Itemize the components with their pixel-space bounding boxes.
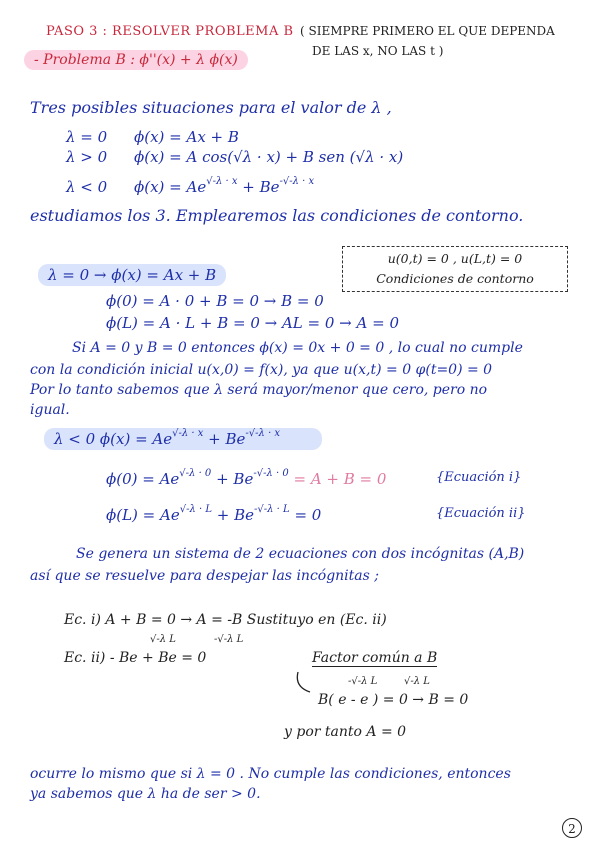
case-neg-term-a: λ < 0 ϕ(x) = Ae [54,430,173,448]
case-3-exp-b: -√-λ · x [279,176,315,187]
problem-label: - Problema B : ϕ''(x) + λ ϕ(x) [24,50,248,70]
page-number: 2 [562,818,582,838]
final-p2: ya sabemos que λ ha de ser > 0. [30,786,261,802]
case-2-cond: λ > 0 [66,148,108,166]
final-p1: ocurre lo mismo que si λ = 0 . No cumple las condiciones, entonces [30,766,511,782]
case-neg-eq2-exp-a: √-λ · L [179,504,212,515]
case-2-expr: ϕ(x) = A cos(√λ · x) + B sen (√λ · x) [134,148,404,166]
case-neg-header [44,428,322,450]
case-zero-p1: Si A = 0 y B = 0 entonces ϕ(x) = 0x + 0 = 0 , lo cual no cumple [72,340,523,356]
boundary-conditions: u(0,t) = 0 , u(L,t) = 0 [387,251,523,266]
factor-equation: B( e - e ) = 0 → B = 0 [318,692,469,708]
case-neg-term-b: + Be [208,430,246,448]
ec-ii: Ec. ii) - Be + Be = 0 [64,650,207,666]
case-1-expr: ϕ(x) = Ax + B [134,128,239,146]
case-zero-eq2: ϕ(L) = A · L + B = 0 → AL = 0 → A = 0 [106,314,399,332]
header-note-2: DE LAS x, NO LAS t ) [312,44,444,58]
case-neg-eq1 [106,470,386,488]
section-title: PASO 3 : RESOLVER PROBLEMA B [46,24,294,39]
conclusion: y por tanto A = 0 [284,724,407,740]
case-neg-exp-b: -√-λ · x [245,428,281,439]
system-p1: Se genera un sistema de 2 ecuaciones con dos incógnitas (A,B) [76,546,525,562]
study-line: estudiamos los 3. Emplearemos las condiciones de contorno. [30,206,524,225]
case-3-expr [134,178,314,196]
equation-ii-label: {Ecuación ii} [436,506,526,521]
case-3-term-a: ϕ(x) = Ae [134,178,207,196]
common-factor-label: Factor común a B [312,650,438,666]
case-neg-eq1-exp-b: -√-λ · 0 [253,468,289,479]
boundary-label: Condiciones de contorno [376,271,534,286]
intro-line: Tres posibles situaciones para el valor de λ , [30,98,392,117]
case-neg-eq1-b: + Be [216,470,254,488]
system-p2: así que se resuelve para despejar las incógnitas ; [30,568,379,584]
case-neg-eq1-exp-a: √-λ · 0 [179,468,212,479]
case-zero-p3: Por lo tanto sabemos que λ será mayor/menor que cero, pero no [30,382,488,398]
case-neg-eq2-exp-b: -√-λ · L [254,504,290,515]
factor-exp-b: √-λ L [404,676,430,687]
case-neg-eq1-a: ϕ(0) = Ae [106,470,180,488]
factor-exp-a: -√-λ L [348,676,378,687]
case-1-cond: λ = 0 [66,128,108,146]
case-neg-eq2-a: ϕ(L) = Ae [106,506,180,524]
case-neg-eq2-c: = 0 [294,506,322,524]
ec-i: Ec. i) A + B = 0 → A = -B Sustituyo en (Ec. ii) [64,612,387,628]
case-neg-eq2 [106,506,321,524]
ec-ii-exp-a: √-λ L [150,634,176,645]
equation-i-label: {Ecuación i} [436,470,522,485]
boundary-conditions-box [342,246,568,292]
case-3-term-b: + Be [242,178,280,196]
case-zero-p2: con la condición inicial u(x,0) = f(x), ya que u(x,t) = 0 φ(t=0) = 0 [30,362,493,378]
case-neg-eq2-b: + Be [216,506,255,524]
case-neg-eq1-c: = A + B = 0 [293,470,387,488]
case-zero-p4: igual. [30,402,70,418]
curved-arrow-icon [294,670,314,696]
case-3-exp-a: √-λ · x [206,176,238,187]
case-zero-eq1: ϕ(0) = A · 0 + B = 0 → B = 0 [106,292,324,310]
ec-ii-exp-b: -√-λ L [214,634,244,645]
case-zero-header: λ = 0 → ϕ(x) = Ax + B [38,264,226,286]
case-3-cond: λ < 0 [66,178,108,196]
case-neg-exp-a: √-λ · x [172,428,204,439]
header-note-1: ( SIEMPRE PRIMERO EL QUE DEPENDA [300,24,555,38]
